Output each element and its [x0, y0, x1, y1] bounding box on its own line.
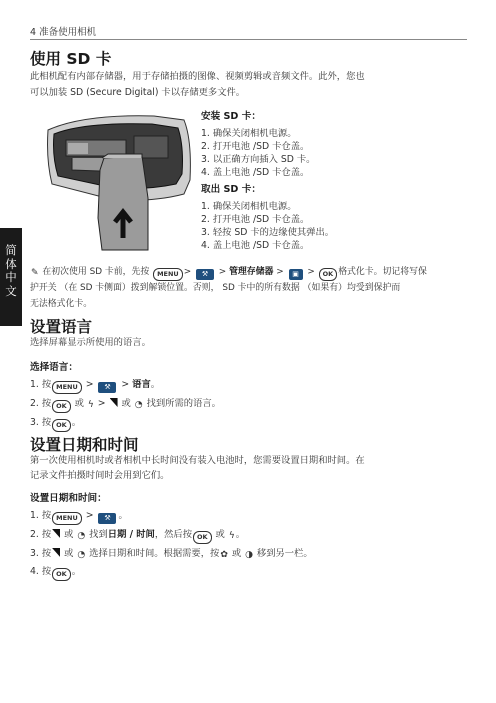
scene-icon: ◑: [245, 550, 253, 560]
format-icon: ▣: [289, 269, 303, 280]
timer-icon: ◔: [134, 400, 143, 410]
remove-step-4: 4. 盖上电池 /SD 卡仓盖。: [201, 240, 310, 251]
remove-sd-title: 取出 SD 卡：: [201, 184, 261, 195]
datetime-step-3: 3. 按 或 ◔ 选择日期和时间。根据需要，按✿ 或 ◑ 移到另一栏。: [30, 548, 313, 560]
ok-button-icon: OK: [52, 419, 71, 432]
datetime-step-2: 2. 按 或 ◔ 找到日期 / 时间，然后按 OK 或 ϟ。: [30, 526, 245, 544]
install-step-4: 4. 盖上电池 /SD 卡仓盖。: [201, 167, 310, 178]
sd-note-line2: 护开关 （在 SD 卡侧面）拨到解锁位置。否则， SD 卡中的所有数据 （如果有）均受到保护而: [30, 283, 401, 293]
exposure-icon: [52, 529, 60, 538]
flash-icon: ϟ: [87, 400, 94, 410]
datetime-step-1: 1. 按 MENU > ⚒ 。: [30, 507, 128, 525]
timer-icon: ◔: [77, 550, 86, 560]
ok-button-icon: OK: [52, 568, 71, 581]
language-side-tab: [0, 228, 22, 326]
menu-button-icon: MENU: [153, 268, 183, 281]
datetime-intro-line2: 记录文件拍摄时间时会用到它们。: [30, 470, 170, 481]
ok-button-icon: OK: [52, 400, 71, 413]
side-tab-label: 简体中文: [5, 243, 17, 298]
header-rule: [30, 39, 467, 40]
exposure-icon: [52, 548, 60, 557]
language-step-2: 2. 按 OK 或 ϟ > 或 ◔ 找到所需的语言。: [30, 395, 221, 413]
language-desc: 选择屏幕显示所使用的语言。: [30, 337, 151, 348]
setup-icon: ⚒: [98, 382, 116, 393]
install-step-3: 3. 以正确方向插入 SD 卡。: [201, 154, 316, 165]
section-title-sd: 使用 SD 卡: [30, 50, 112, 68]
sd-note-line3: 无法格式化卡。: [30, 299, 93, 309]
remove-step-2: 2. 打开电池 /SD 卡仓盖。: [201, 214, 310, 225]
menu-button-icon: MENU: [52, 381, 82, 394]
datetime-intro-line1: 第一次使用相机时或者相机中长时间没有装入电池时，您需要设置日期和时间。在: [30, 455, 365, 466]
select-language-title: 选择语言：: [30, 362, 78, 373]
datetime-step-4: 4. 按 OK 。: [30, 563, 81, 581]
timer-icon: ◔: [77, 531, 86, 541]
setup-icon: ⚒: [196, 269, 214, 280]
page-header: 4 准备使用相机: [30, 27, 97, 38]
sd-intro-line2: 可以加装 SD (Secure Digital) 卡以存储更多文件。: [30, 87, 246, 98]
sd-card-insertion-illustration: [44, 110, 194, 258]
ok-button-icon: OK: [319, 268, 338, 281]
ok-button-icon: OK: [193, 531, 212, 544]
remove-step-1: 1. 确保关闭相机电源。: [201, 201, 297, 212]
set-datetime-title: 设置日期和时间：: [30, 493, 107, 504]
exposure-icon: [110, 398, 118, 407]
language-step-1: 1. 按 MENU > ⚒ > 语言。: [30, 376, 160, 394]
install-step-1: 1. 确保关闭相机电源。: [201, 128, 297, 139]
language-step-3: 3. 按 OK 。: [30, 414, 81, 432]
sd-intro-line1: 此相机配有内部存储器，用于存储拍摄的图像、视频剪辑或音频文件。此外，您也: [30, 71, 365, 82]
install-step-2: 2. 打开电池 /SD 卡仓盖。: [201, 141, 310, 152]
install-sd-title: 安装 SD 卡：: [201, 111, 261, 122]
section-title-datetime: 设置日期和时间: [30, 436, 139, 454]
menu-button-icon: MENU: [52, 512, 82, 525]
note-pencil-icon: ✎: [31, 268, 39, 278]
remove-step-3: 3. 轻按 SD 卡的边缘使其弹出。: [201, 227, 335, 238]
section-title-language: 设置语言: [30, 318, 93, 336]
setup-icon: ⚒: [98, 513, 116, 524]
sd-note-line1: ✎ 在初次使用 SD 卡前，先按 MENU > ⚒ > 管理存储器 > ▣ > OK 格式化卡。切记将写保: [30, 264, 427, 281]
flash-icon: ϟ: [228, 531, 235, 541]
macro-icon: ✿: [220, 550, 228, 560]
